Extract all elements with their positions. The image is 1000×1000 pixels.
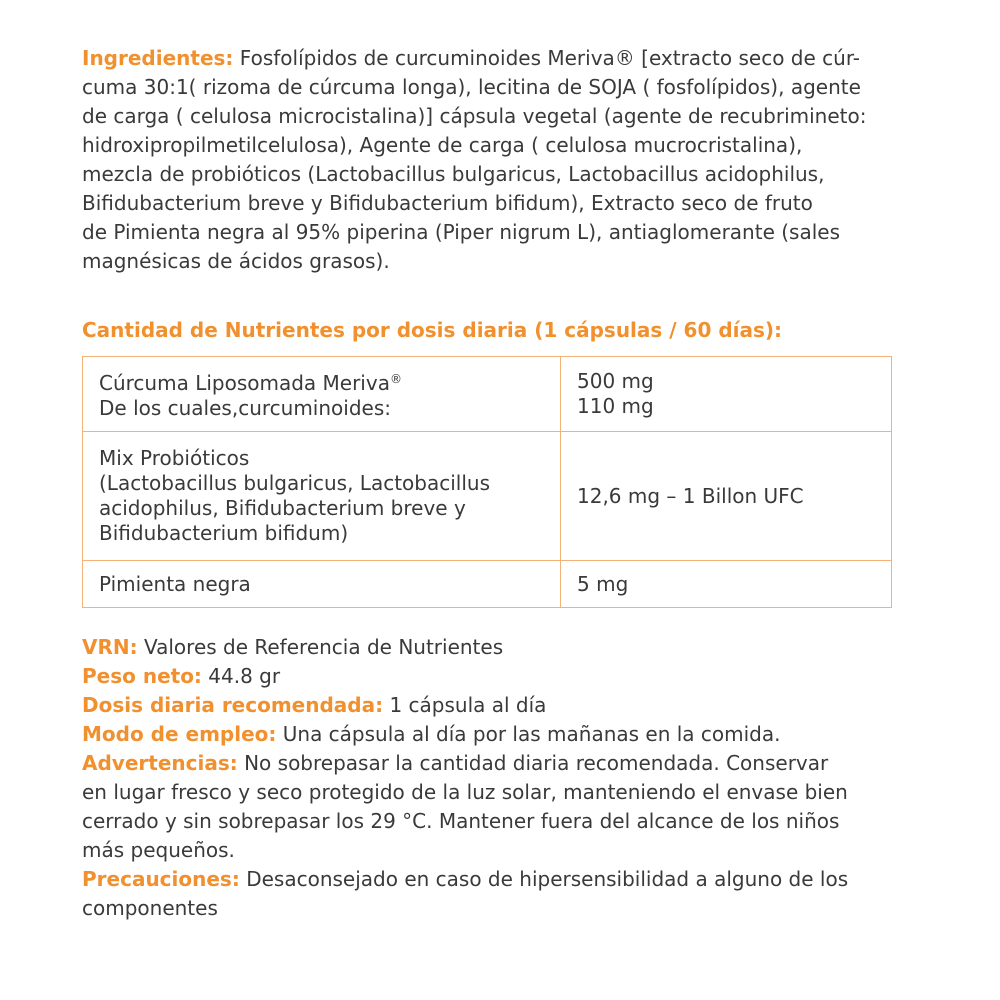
ingredients-section — [82, 44, 942, 276]
peso-line — [82, 662, 942, 691]
advertencias-line: cerrado y sin sobrepasar los 29 °C. Mantener fuera del alcance de los niños — [82, 809, 840, 833]
table-row — [83, 357, 892, 432]
nutrient-value-cell — [561, 357, 892, 432]
vrn-line — [82, 633, 942, 662]
precauciones-text: Desaconsejado en caso de hipersensibilidad a alguno de los — [239, 867, 849, 891]
ingredients-line: hidroxipropilmetilcelulosa), Agente de carga ( celulosa mucrocristalina), — [82, 133, 803, 157]
nutrients-title: Cantidad de Nutrientes por dosis diaria (1 cápsulas / 60 días): — [82, 318, 783, 342]
precauciones-line: componentes — [82, 896, 218, 920]
nutrients-table — [82, 356, 892, 608]
precauciones-label: Precauciones: — [82, 867, 240, 891]
peso-text: 44.8 gr — [201, 664, 281, 688]
nutrient-value: 5 mg — [577, 571, 629, 596]
nutrient-name-line: Bifidubacterium bifidum) — [99, 521, 349, 545]
advertencias-line: en lugar fresco y seco protegido de la luz solar, manteniendo el envase bien — [82, 780, 848, 804]
nutrient-value-cell — [561, 561, 892, 608]
ingredients-line: cuma 30:1( rizoma de cúrcuma longa), lecitina de SOJA ( fosfolípidos), agente — [82, 75, 861, 99]
ingredients-line: mezcla de probióticos (Lactobacillus bulgaricus, Lactobacillus acidophilus, — [82, 162, 825, 186]
nutrient-name-cell — [83, 432, 561, 561]
ingredients-line — [82, 44, 942, 73]
nutrient-name-line: Mix Probióticos — [99, 446, 250, 470]
ingredients-text: Fosfolípidos de curcuminoides Meriva® [extracto seco de cúr- — [233, 46, 860, 70]
nutrient-value-cell — [561, 432, 892, 561]
nutrient-name-line: De los cuales,curcuminoides: — [99, 396, 391, 420]
modo-line — [82, 720, 942, 749]
modo-label: Modo de empleo: — [82, 722, 277, 746]
advertencias-label: Advertencias: — [82, 751, 238, 775]
ingredients-line: de Pimienta negra al 95% piperina (Piper nigrum L), antiaglomerante (sales — [82, 220, 840, 244]
dosis-label: Dosis diaria recomendada: — [82, 693, 384, 717]
advertencias-line — [82, 749, 942, 778]
advertencias-line: más pequeños. — [82, 838, 235, 862]
nutrient-name-line: acidophilus, Bifidubacterium breve y — [99, 496, 466, 520]
footer-section — [82, 633, 942, 923]
nutrient-name-line: Pimienta negra — [99, 571, 251, 596]
ingredients-label: Ingredientes: — [82, 46, 234, 70]
ingredients-line: de carga ( celulosa microcistalina)] cápsula vegetal (agente de recubrimineto: — [82, 104, 867, 128]
registered-mark: ® — [389, 372, 402, 386]
nutrient-name-line: (Lactobacillus bulgaricus, Lactobacillus — [99, 471, 490, 495]
ingredients-line: magnésicas de ácidos grasos). — [82, 249, 390, 273]
advertencias-text: No sobrepasar la cantidad diaria recomendada. Conservar — [237, 751, 829, 775]
nutrient-value: 500 mg — [577, 369, 654, 393]
table-row — [83, 561, 892, 608]
product-label — [82, 44, 942, 923]
table-row — [83, 432, 892, 561]
vrn-text: Valores de Referencia de Nutrientes — [137, 635, 504, 659]
peso-label: Peso neto: — [82, 664, 202, 688]
nutrient-name-cell — [83, 561, 561, 608]
nutrient-value: 110 mg — [577, 394, 654, 418]
modo-text: Una cápsula al día por las mañanas en la comida. — [276, 722, 781, 746]
nutrient-name-cell — [83, 357, 561, 432]
dosis-line — [82, 691, 942, 720]
vrn-label: VRN: — [82, 635, 138, 659]
dosis-text: 1 cápsula al día — [383, 693, 547, 717]
precauciones-line — [82, 865, 942, 894]
nutrient-value: 12,6 mg – 1 Billon UFC — [577, 483, 804, 508]
ingredients-line: Bifidubacterium breve y Bifidubacterium bifidum), Extracto seco de fruto — [82, 191, 813, 215]
nutrient-name: Cúrcuma Liposomada Meriva — [99, 371, 390, 395]
nutrient-name-line — [99, 367, 544, 396]
